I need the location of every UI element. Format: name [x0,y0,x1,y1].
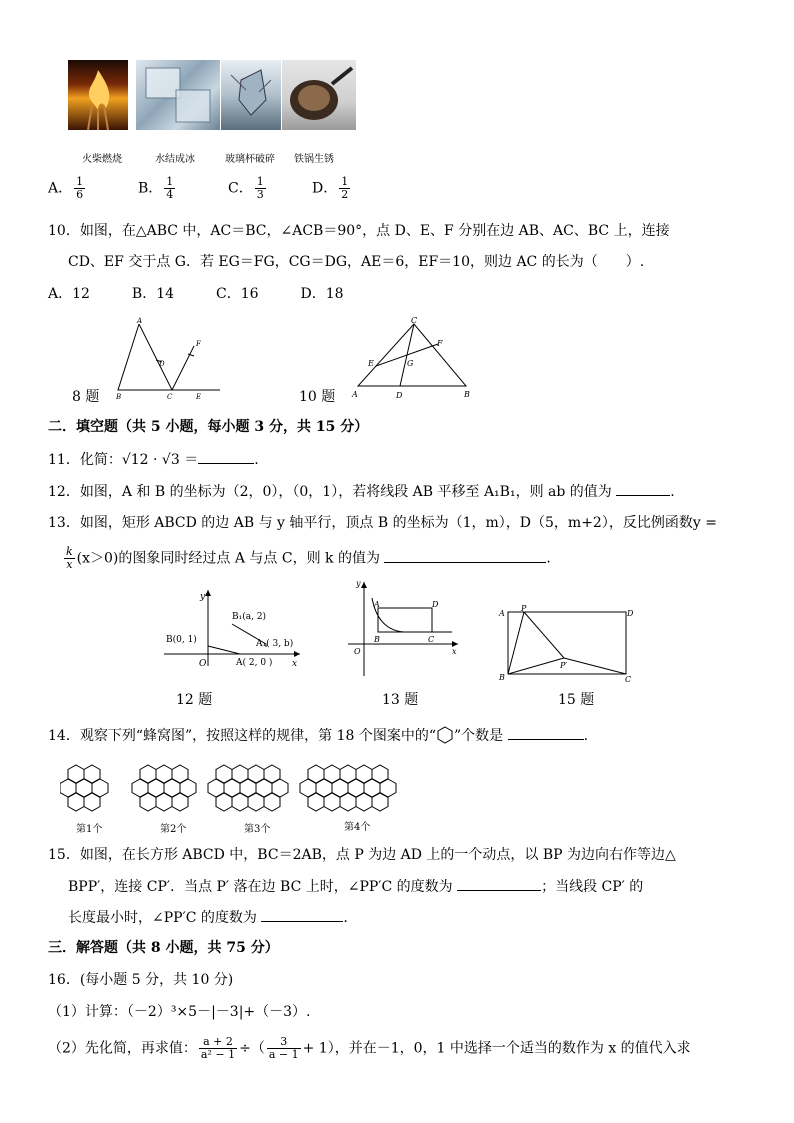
q15-line3: 长度最小时，∠PP′C 的度数为 . [68,907,348,928]
figure-8 [112,314,224,402]
q12-answer-blank[interactable] [616,481,670,496]
q15-answer-blank-2[interactable] [261,907,343,922]
pan-icon [282,60,356,130]
fig8-label-b: B [116,393,122,401]
photo-caption-3: 玻璃杯破碎 [225,154,275,165]
figure-10-caption: 10 题 [299,389,336,405]
q9-option-c: C． $\frac{1}{3}$ [228,175,264,201]
q10-line2: CD、EF 交于点 G．若 EG＝FG，CG＝DG，AE＝6，EF＝10，则边 AC 的长为（ ）. [68,254,645,270]
fig13-label-o: O [354,647,361,656]
figure-10 [348,314,478,404]
fig13-label-b: B [374,635,380,644]
photo-caption-2: 水结成冰 [155,154,195,165]
figure-15-caption: 15 题 [558,692,595,708]
fig15-label-p: P [521,604,527,613]
broken-glass-icon [221,60,281,130]
q13-line2: $\frac{k}{x}$ (x＞0)的图象同时经过点 A 与点 C，则 k 的值为 . [66,545,551,571]
fig12-label-y: y [200,592,206,602]
q9-options [48,176,352,201]
honeycomb-caption-4: 第4个 [344,822,371,833]
fig10-label-c: C [411,316,418,325]
honeycomb-1 [60,765,108,811]
fig10-label-a: A [352,390,358,399]
fig12-label-b1: B₁(a, 2) [232,612,267,622]
q15-line1: 15．如图，在长方形 ABCD 中，BC＝2AB，点 P 为边 AD 上的一个动点，以 BP 为边向右作等边△ [48,847,676,863]
fig15-label-b: B [499,673,505,682]
q12: 12．如图，A 和 B 的坐标为（2，0），（0，1），若将线段 AB 平移至 A₁B₁，则 ab 的值为 . [48,481,675,502]
fig13-label-y: y [356,579,361,588]
fig8-label-c: C [167,393,173,401]
fig10-label-f: F [437,339,443,348]
q14: 14．观察下列“蜂窝图”，按照这样的规律，第 18 个图案中的“ ”个数是 . [48,725,588,746]
fig10-label-g: G [407,359,414,368]
photo-caption-1: 火柴燃烧 [82,154,122,165]
fig10-label-b: B [464,390,470,399]
photo-caption-4: 铁锅生锈 [294,154,334,165]
q9-option-a: A． $\frac{1}{6}$ [48,175,84,201]
fig8-label-e: E [196,393,202,401]
fig12-label-b: B(0, 1) [166,635,197,645]
q16-part1: （1）计算：（－2）³×5－|－3|+（－3）. [48,1004,311,1020]
section-2-title: 二．填空题（共 5 小题，每小题 3 分，共 15 分） [48,419,369,435]
fig8-label-f: F [196,340,201,348]
fig15-label-c: C [625,675,632,684]
q16-part2: （2）先化简，再求值： $\frac{a + 2}{\text{a² − 1}}$ ÷（ $\frac{3}{a - 1}$ + 1），并在－1，0，1 中选择一个适当的数作为 x 的值代入求 [48,1035,691,1061]
figure-13-caption: 13 题 [382,692,419,708]
honeycomb-4 [300,765,396,811]
flame-icon [68,60,128,130]
q9-option-b: B． $\frac{1}{4}$ [138,175,174,201]
fig10-label-e: E [368,359,374,368]
q15-line2: BPP′，连接 CP′．当点 P′ 落在边 BC 上时，∠PP′C 的度数为 ；当线段 CP′ 的 [68,876,643,897]
fig12-label-a: A( 2, 0 ) [236,658,273,668]
honeycomb-2 [132,765,196,811]
fig13-label-c: C [428,635,435,644]
fig13-label-a: A [374,600,380,609]
photo-iron-pan-rusting [282,60,356,130]
q16-header: 16．(每小题 5 分，共 10 分) [48,972,234,988]
fig12-label-x: x [292,659,298,669]
q15-answer-blank-1[interactable] [457,876,541,891]
honeycomb-caption-3: 第3个 [244,824,271,835]
q9-option-d: D． $\frac{1}{2}$ [312,175,349,201]
fig13-label-x: x [452,647,457,656]
fig12-label-a1: A₁( 3, b) [256,639,294,649]
section-3-title: 三．解答题（共 8 小题，共 75 分） [48,940,279,956]
photo-water-freezing [136,60,220,130]
honeycomb-figures [60,758,400,818]
fig10-label-d: D [396,391,403,400]
q10-line1: 10．如图，在△ABC 中，AC＝BC，∠ACB＝90°，点 D、E、F 分别在边 AB、AC、BC 上，连接 [48,223,670,239]
fig12-label-o: O [199,659,207,669]
figure-8-caption: 8 题 [72,389,100,405]
q11-answer-blank[interactable] [198,449,254,464]
q13-answer-blank[interactable] [384,548,546,563]
fig8-label-a: A [137,317,143,325]
q11: 11．化简：√12 · √3 ＝ . [48,449,259,470]
fig15-label-p-prime: P′ [560,661,568,670]
figure-13 [344,578,464,678]
figure-12-caption: 12 题 [176,692,213,708]
fig15-label-a: A [499,609,505,618]
photo-match-burning [68,60,128,130]
figure-12 [158,586,308,670]
fig15-label-d: D [627,609,634,618]
q13-line1: 13．如图，矩形 ABCD 的边 AB 与 y 轴平行，顶点 B 的坐标为（1，m），D（5，m+2），反比例函数y = [48,515,717,531]
ice-cube-icon [136,60,220,130]
fig8-label-d: D [159,360,165,368]
q14-answer-blank[interactable] [508,725,584,740]
q10-options: A．12 B．14 C．16 D．18 [48,286,344,302]
photo-glass-breaking [221,60,281,130]
fig13-label-d: D [432,600,439,609]
hexagon-icon [436,726,454,744]
honeycomb-caption-1: 第1个 [76,824,103,835]
honeycomb-caption-2: 第2个 [160,824,187,835]
figure-15 [494,600,638,686]
honeycomb-3 [208,765,288,811]
